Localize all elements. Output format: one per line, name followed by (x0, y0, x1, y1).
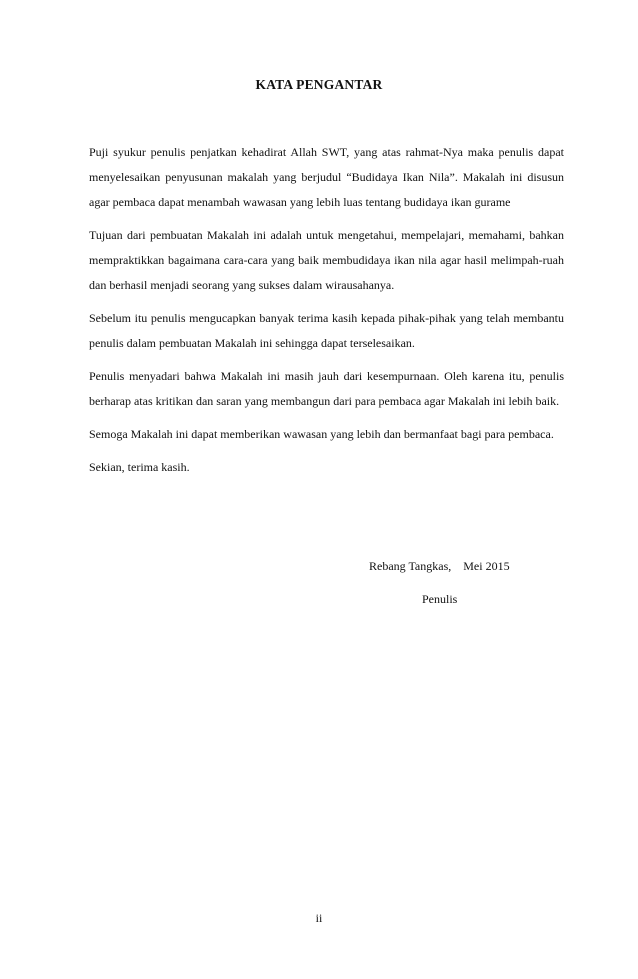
paragraph-2: Tujuan dari pembuatan Makalah ini adalah untuk mengetahui, mempelajari, memahami, bahkan mempraktikkan bagaimana cara-cara yang baik membudidaya ikan nila agar hasil melimpah-ruah dan berhasil menjadi seorang yang sukses dalam wirausahanya. (89, 228, 564, 292)
body-text (89, 140, 564, 488)
paragraph-1: Puji syukur penulis penjatkan kehadirat Allah SWT, yang atas rahmat-Nya maka penulis dapat menyelesaikan penyusunan makalah yang berjudul “Budidaya Ikan Nila”. Makalah ini disusun agar pembaca dapat menambah wawasan yang lebih luas tentang budidaya ikan gurame (89, 145, 564, 209)
signature-place-date: Rebang Tangkas, Mei 2015 (369, 559, 510, 573)
page-number: ii (315, 911, 323, 925)
page-title: KATA PENGANTAR (255, 77, 383, 92)
paragraph-6: Sekian, terima kasih. (89, 460, 190, 474)
paragraph-4: Penulis menyadari bahwa Makalah ini masih jauh dari kesempurnaan. Oleh karena itu, penulis berharap atas kritikan dan saran yang membangun dari para pembaca agar Makalah ini lebih baik. (89, 369, 564, 408)
paragraph-3: Sebelum itu penulis mengucapkan banyak terima kasih kepada pihak-pihak yang telah membantu penulis dalam pembuatan Makalah ini sehingga dapat terselesaikan. (89, 311, 564, 350)
signature-block (369, 554, 510, 612)
signature-author: Penulis (422, 592, 458, 606)
paragraph-5: Semoga Makalah ini dapat memberikan wawasan yang lebih dan bermanfaat bagi para pembaca. (89, 427, 554, 441)
